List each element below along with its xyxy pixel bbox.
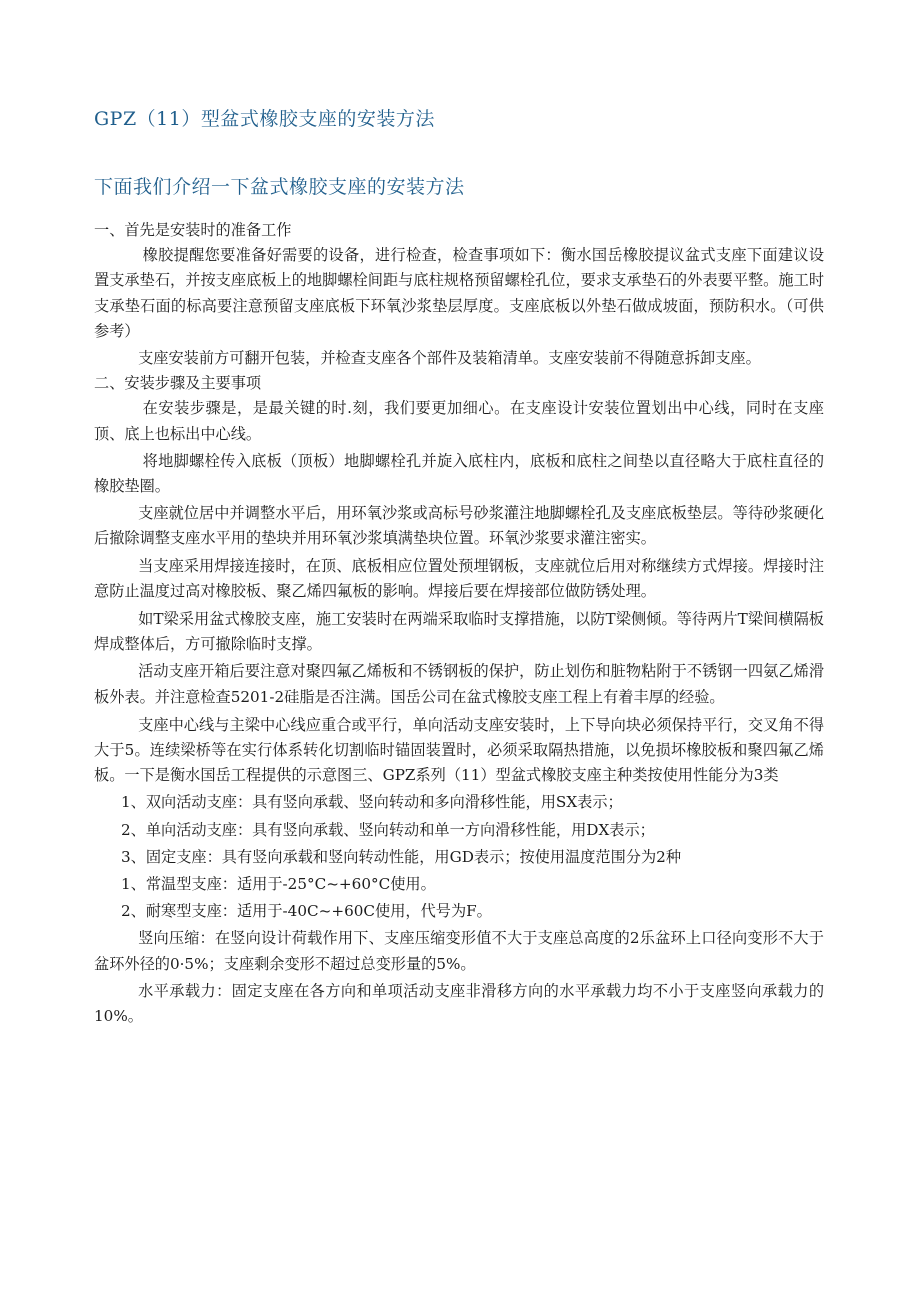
- list-item-normal-temperature: 1、常温型支座：适用于-25°C~+60°C使用。: [121, 875, 436, 894]
- paragraph-preparation-inspection: 橡胶提醒您要准备好需要的设备，进行检查，检查事项如下：衡水国岳橡胶提议盆式支座下面建议设置支承垫石，并按支座底板上的地脚螺栓间距与底柱规格预留螺栓孔位，要求支承垫石的外表要平整。施工时支承垫石面的标高要注意预留支座底板下环氧沙浆垫层厚度。支座底板以外垫石做成坡面，预防积水。（可供参考）: [94, 246, 824, 340]
- section-heading-installation-steps: 二、安装步骤及主要事项: [94, 374, 262, 393]
- paragraph-welding: 当支座采用焊接连接时，在顶、底板相应位置处预埋钢板，支座就位后用对称继续方式焊接。焊接时注意防止温度过高对橡胶板、聚乙烯四氟板的影响。焊接后要在焊接部位做防锈处理。: [94, 556, 824, 600]
- paragraph-horizontal-capacity: 水平承载力：固定支座在各方向和单项活动支座非滑移方向的水平承载力均不小于支座竖向承载力的10%。: [94, 981, 824, 1026]
- document-body: [94, 218, 824, 1029]
- paragraph-alignment: 支座中心线与主梁中心线应重合或平行，单向活动支座安装时，上下导向块必须保持平行，交叉角不得大于5。连续梁桥等在实行体系转化切割临时锚固装置时，必须采取隔热措施，以免损坏橡胶板和聚四氟乙烯板。一下是衡水国岳工程提供的示意图三、GPZ系列（11）型盆式橡胶支座主种类按使用性能分为3类: [94, 715, 824, 785]
- document-title: GPZ（11）型盆式橡胶支座的安装方法: [94, 108, 435, 130]
- list-item-cold-resistant: 2、耐寒型支座：适用于-40C~+60C使用，代号为F。: [121, 902, 492, 921]
- paragraph-t-beam: 如T梁采用盆式橡胶支座，施工安装时在两端采取临时支撑措施，以防T梁侧倾。等待两片T梁间横隔板焊成整体后，方可撤除临时支撑。: [94, 610, 824, 654]
- list-item-bidirectional-bearing: 1、双向活动支座：具有竖向承载、竖向转动和多向滑移性能，用SX表示；: [121, 793, 623, 812]
- paragraph-grouting: 支座就位居中并调整水平后，用环氧沙浆或高标号砂浆灌注地脚螺栓孔及支座底板垫层。等待砂浆硬化后撤除调整支座水平用的垫块并用环氧沙浆填满垫块位置。环氧沙浆要求灌注密实。: [94, 504, 824, 548]
- paragraph-sliding-bearing: 活动支座开箱后要注意对聚四氟乙烯板和不锈钢板的保护，防止划伤和脏物粘附于不锈钢一四氨乙烯滑板外表。并注意检查5201-2硅脂是否注满。国岳公司在盆式橡胶支座工程上有着丰厚的经验。: [94, 662, 824, 706]
- paragraph-vertical-compression: 竖向压缩：在竖向设计荷载作用下、支座压缩变形值不大于支座总高度的2乐盆环上口径向变形不大于盆环外径的0·5%；支座剩余变形不超过总变形量的5%。: [94, 929, 824, 973]
- section-heading-preparation: 一、首先是安装时的准备工作: [94, 221, 292, 239]
- paragraph-centerline: 在安装步骤是，是最关键的时.刻，我们要更加细心。在支座设计安装位置划出中心线，同时在支座顶、底上也标出中心线。: [94, 399, 824, 443]
- paragraph-preparation-unpacking: 支座安装前方可翻开包装，并检查支座各个部件及装箱清单。支座安装前不得随意拆卸支座。: [138, 349, 761, 368]
- list-item-fixed-bearing: 3、固定支座：具有竖向承载和竖向转动性能，用GD表示；按使用温度范围分为2种: [121, 847, 682, 866]
- document-subtitle: 下面我们介绍一下盆式橡胶支座的安装方法: [94, 176, 465, 198]
- list-item-unidirectional-bearing: 2、单向活动支座：具有竖向承载、竖向转动和单一方向滑移性能，用DX表示；: [121, 820, 655, 839]
- paragraph-anchor-bolts: 将地脚螺栓传入底板（顶板）地脚螺栓孔并旋入底柱内，底板和底柱之间垫以直径略大于底柱直径的橡胶垫圈。: [94, 451, 824, 496]
